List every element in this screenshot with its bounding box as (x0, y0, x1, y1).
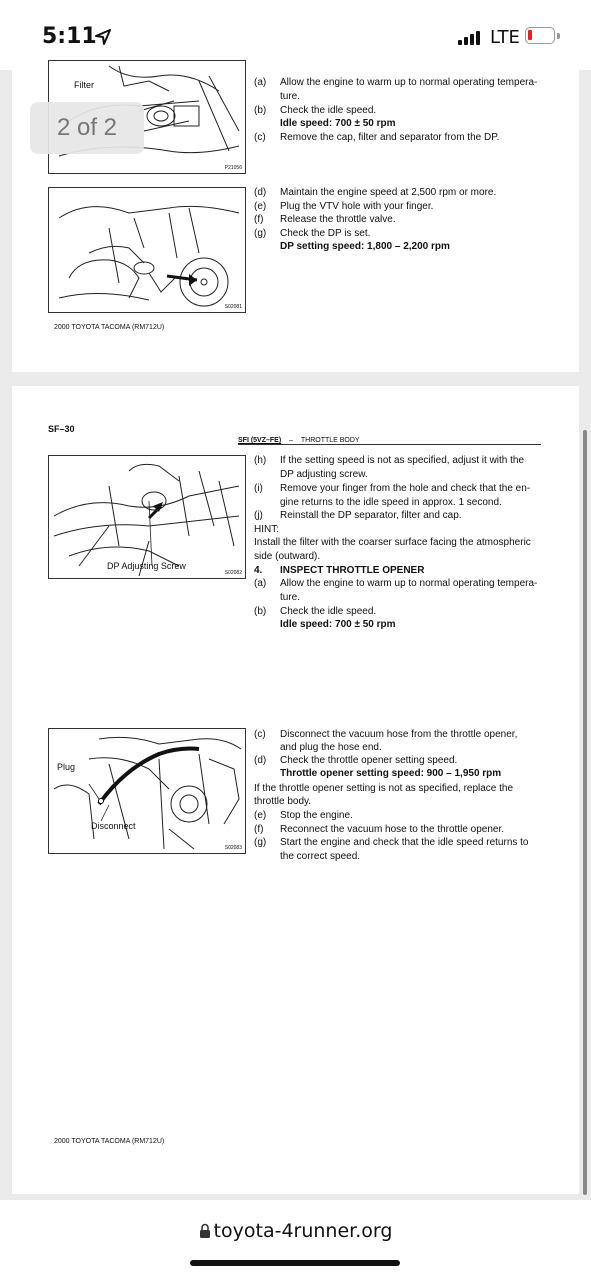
battery-icon (525, 27, 555, 44)
hint-label: HINT: (254, 524, 279, 535)
cellular-signal-icon (458, 31, 484, 45)
page-counter-badge: 2 of 2 (30, 102, 144, 154)
figure-code: S02081 (224, 304, 242, 310)
url-display[interactable] (0, 1220, 591, 1242)
figure-dp-adjusting-screw (48, 455, 246, 579)
scrollbar[interactable] (583, 430, 587, 1195)
document-page-1: Filter P21056 (a) Allow the engine to warm up to normal operating tempera- ture. (b) Check the idle speed. Idle speed: 700 ± 50 rpm (c) Remove the cap, filter and separator from the DP. S02081 (d) Maintain the engine speed at 2,500 rpm or more. (e) Plug the VTV hole with your finger. (f) Release the throttle valve. (g) Check the DP is set. DP setting speed: 1,800 – 2,200 rpm 2000 TOYOTA TACOMA (RM712U) (12, 60, 579, 372)
browser-address-bar[interactable] (0, 1200, 591, 1279)
network-type: LTE (490, 27, 520, 48)
throttle-opener-spec: Throttle opener setting speed: 900 – 1,950 rpm (280, 768, 502, 779)
header-title: THROTTLE BODY (300, 437, 360, 444)
page-footer: 2000 TOYOTA TACOMA (RM712U) (54, 1138, 165, 1145)
figure-throttle-opener (48, 728, 246, 854)
idle-speed-spec: Idle speed: 700 ± 50 rpm (280, 118, 396, 129)
figure-code: P21056 (224, 165, 242, 171)
figure-code: S02082 (224, 570, 242, 576)
page-footer: 2000 TOYOTA TACOMA (RM712U) (54, 324, 165, 331)
figure-label-dp-screw: DP Adjusting Screw (107, 561, 186, 571)
idle-speed-spec: Idle speed: 700 ± 50 rpm (280, 619, 396, 630)
hint-text-cont: side (outward). (254, 551, 321, 562)
figure-dp-plug (48, 187, 246, 313)
dp-setting-spec: DP setting speed: 1,800 – 2,200 rpm (280, 241, 450, 252)
url-text: toyota-4runner.org (213, 1220, 393, 1242)
figure-label-disconnect: Disconnect (91, 821, 136, 831)
page-number: SF–30 (48, 424, 75, 434)
figure-label-filter: Filter (74, 80, 94, 90)
location-arrow-icon (94, 28, 112, 46)
figure-label-plug: Plug (57, 762, 76, 772)
status-time: 5:11 (42, 24, 97, 49)
lock-icon (199, 1223, 211, 1238)
hint-text: Install the filter with the coarser surface facing the atmospheric (254, 537, 531, 548)
header-section: SFI (5VZ–FE) (238, 437, 282, 444)
header-rule (238, 444, 541, 445)
replace-note-cont: throttle body. (254, 796, 312, 807)
home-indicator[interactable] (190, 1260, 400, 1266)
document-page-2: SF–30 SFI (5VZ–FE) – THROTTLE BODY DP Adjusting Screw S02082 (h) If the setting speed is not as specified, adjust it with the DP adjusting screw. (i) Remove your finger from the hole and check that the en- gine returns to the idle speed in approx. 1 second. (j) Reinstall the DP separator, filter and cap. HINT: Install the filter with the coarser surface facing the atmospheric side (outward). 4. INSPECT THROTTLE OPENER (a) Allow the engine to warm up to normal operating tempera- ture. (b) Check the idle speed. Idle speed: 700 ± 50 rpm Plug Disconnect S02083 (c) Disconnect the vacuum hose from the throttle opener, and plug the hose end. (d) Check the throttle opener setting speed. Throttle opener setting speed: 900 – 1,950 rpm If the throttle opener setting is not as specified, replace the throttle body. (e) Stop the engine. (f) Reconnect the vacuum hose to the throttle opener. (g) Start the engine and check that the idle speed returns to the correct speed. 2000 TOYOTA TACOMA (RM712U) (12, 386, 579, 1194)
battery-nub (557, 33, 560, 39)
page-header: SFI (5VZ–FE) – THROTTLE BODY (238, 437, 360, 444)
replace-note: If the throttle opener setting is not as specified, replace the (254, 783, 514, 794)
figure-code: S02083 (224, 845, 242, 851)
